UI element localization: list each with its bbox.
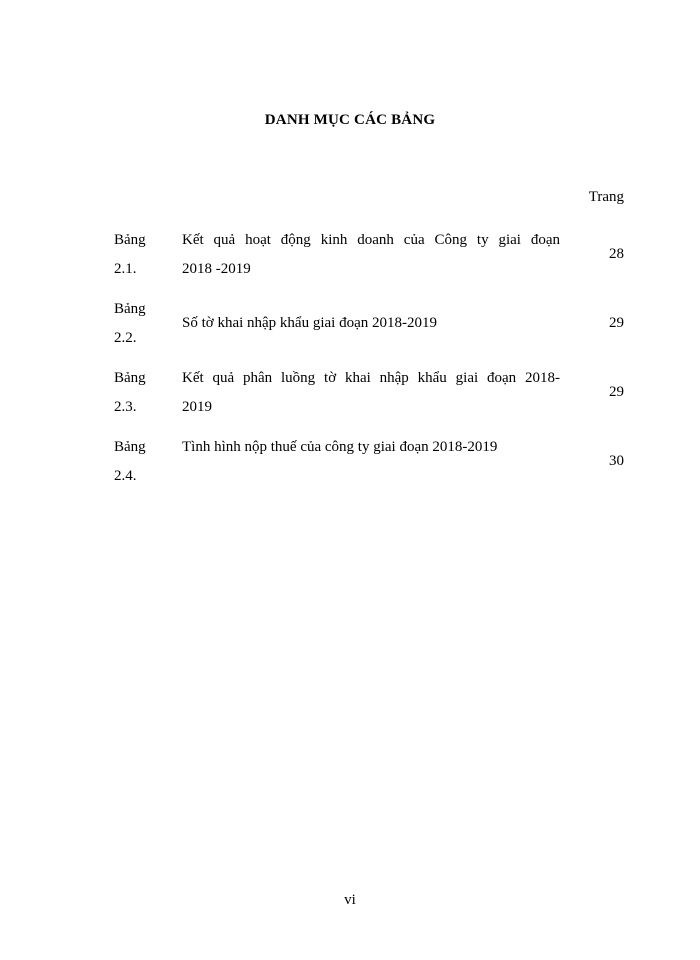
toc-entry-title: Kết quả phân luồng tờ khai nhập khẩu giai đoạn 2018- 2019 <box>182 370 560 415</box>
page-number: vi <box>344 892 356 908</box>
toc-entry-title: Số tờ khai nhập khẩu giai đoạn 2018-2019 <box>182 315 437 331</box>
toc-entry-title: Tình hình nộp thuế của công ty giai đoạn 2018-2019 <box>182 439 498 455</box>
toc-entry-page: 29 <box>609 384 624 400</box>
toc-entry-page: 29 <box>609 315 624 331</box>
toc-entry <box>114 226 624 284</box>
toc-entry-label: Bảng 2.1. <box>114 232 146 277</box>
toc-entry <box>114 295 624 353</box>
toc-entry <box>114 433 624 491</box>
toc-entry-label: Bảng 2.3. <box>114 370 146 415</box>
toc-entry <box>114 364 624 422</box>
toc-entry-page: 30 <box>609 453 624 469</box>
page-column-header: Trang <box>588 189 624 205</box>
toc-entry-title: Kết quả hoạt động kinh doanh của Công ty giai đoạn 2018 -2019 <box>182 232 560 277</box>
toc-entry-page: 28 <box>609 246 624 262</box>
page-title: DANH MỤC CÁC BẢNG <box>264 112 436 128</box>
toc-entry-label: Bảng 2.2. <box>114 301 146 346</box>
toc-entry-label: Bảng 2.4. <box>114 439 146 484</box>
